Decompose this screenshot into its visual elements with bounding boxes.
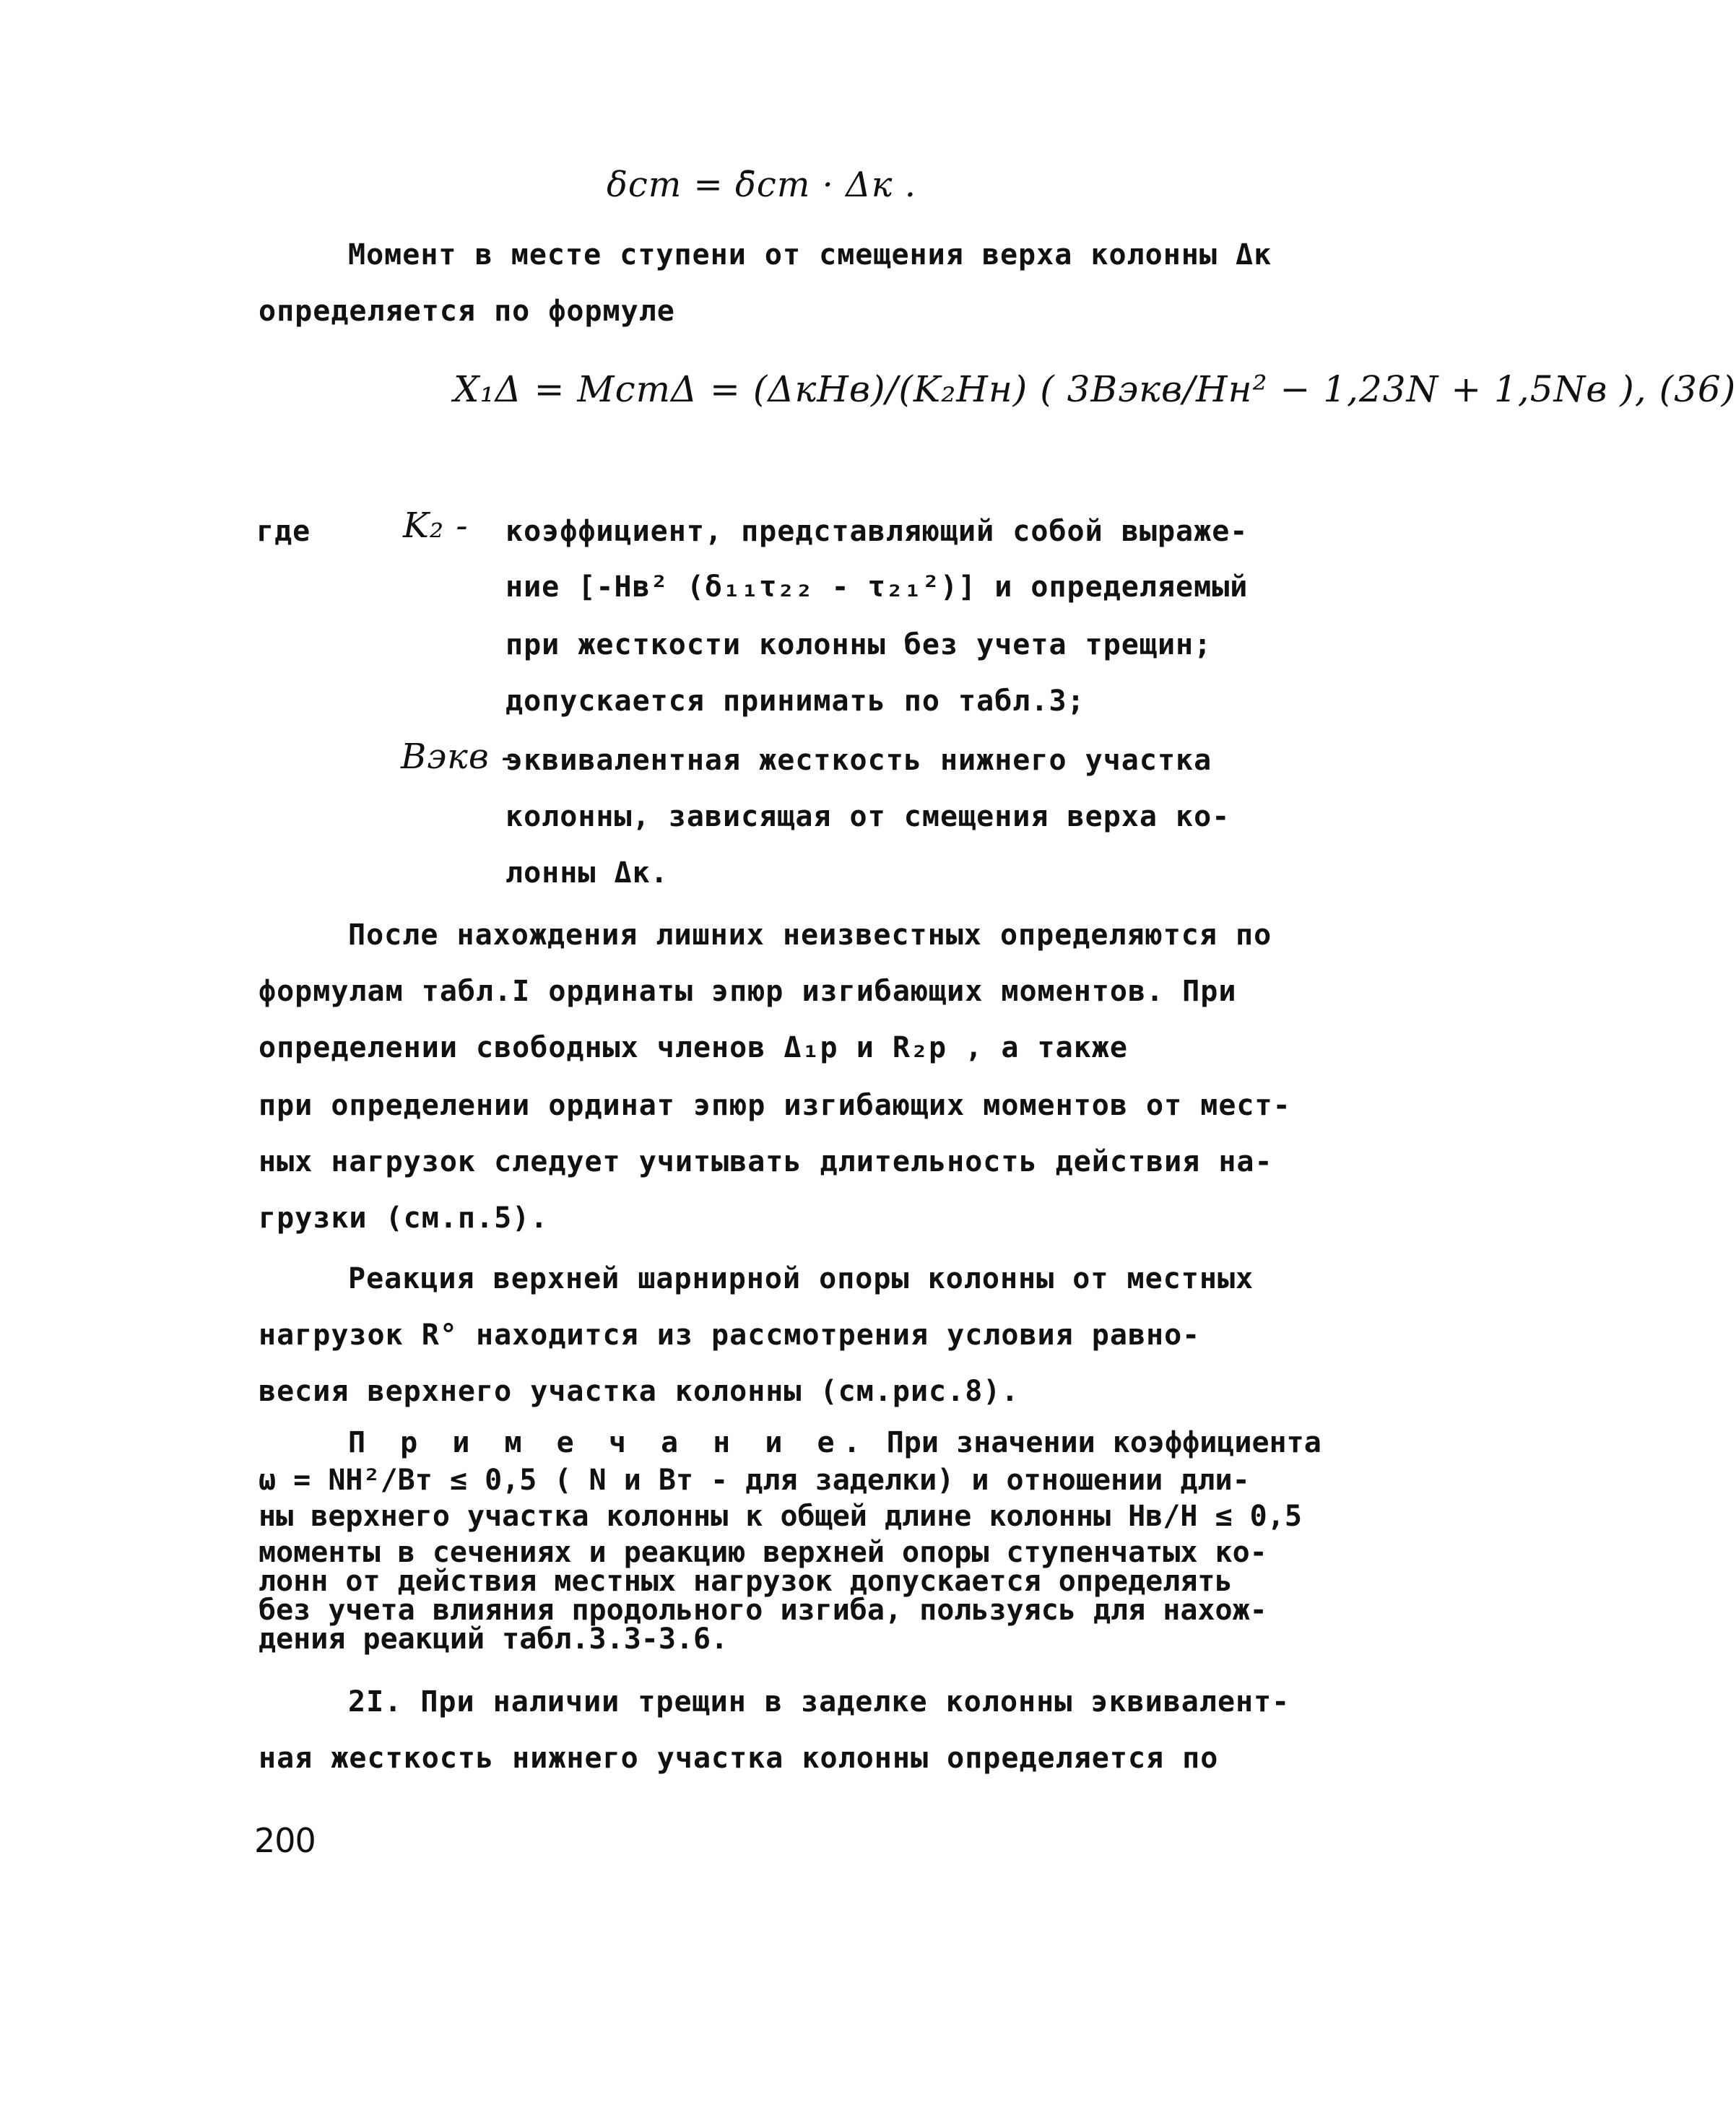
note-line7: дения реакций табл.3.3-3.6.	[259, 1622, 729, 1656]
note-line3: ны верхнего участка колонны к общей длине колонны Hв/H ≤ 0,5	[259, 1500, 1302, 1533]
formula-36-number: (36)	[1659, 368, 1736, 410]
para2-line2: формулам табл.I ординаты эпюр изгибающих моментов. При	[259, 975, 1237, 1008]
k2-def-line2: ние [-Hв² (δ₁₁τ₂₂ - τ₂₁²)] и определяемый	[505, 570, 1249, 604]
formula-top: δст = δ̄ст · Δк .	[607, 165, 916, 205]
bekv-symbol: Bэкв -	[401, 737, 514, 777]
note-line2: ω = NH²/Bт ≤ 0,5 ( N и Bт - для заделки) и отношении дли-	[259, 1464, 1250, 1497]
bekv-def-line3: лонны Δк.	[505, 856, 669, 890]
para1-line2: определяется по формуле	[259, 295, 675, 328]
note-line6: без учета влияния продольного изгиба, пользуясь для нахож-	[259, 1594, 1267, 1627]
k2-def-line4: допускается принимать по табл.3;	[505, 685, 1085, 718]
formula-36	[453, 368, 1736, 410]
bekv-def-line1: эквивалентная жесткость нижнего участка	[505, 744, 1212, 777]
formula-36-expression: X₁Δ = MстΔ = (ΔкHв)/(K₂Hн) ( 3Bэкв/Hн² − 1,23N + 1,5Nв ),	[453, 368, 1647, 410]
para2-line6: грузки (см.п.5).	[259, 1202, 549, 1235]
where-label: где	[256, 515, 311, 548]
bekv-def-line2: колонны, зависящая от смещения верха ко-	[505, 800, 1231, 833]
para2-line4: при определении ординат эпюр изгибающих моментов от мест-	[259, 1089, 1291, 1122]
note-line1	[348, 1428, 1321, 1457]
para3-line3: весия верхнего участка колонны (см.рис.8).	[259, 1375, 1020, 1408]
para2-line1: После нахождения лишних неизвестных определяются по	[348, 918, 1272, 952]
note-line1-rest: При значении коэффициента	[869, 1426, 1321, 1459]
k2-def-line1: коэффициент, представляющий собой выраже-	[505, 515, 1249, 548]
para3-line2: нагрузок R° находится из рассмотрения условия равно-	[259, 1318, 1201, 1352]
k2-symbol: K₂ -	[403, 505, 469, 546]
note-line5: лонн от действия местных нагрузок допускается определять	[259, 1565, 1233, 1598]
note-line4: моменты в сечениях и реакцию верхней опоры ступенчатых ко-	[259, 1536, 1267, 1569]
para4-line2: ная жесткость нижнего участка колонны определяется по	[259, 1742, 1219, 1775]
para2-line5: ных нагрузок следует учитывать длительность действия на-	[259, 1145, 1273, 1178]
para2-line3: определении свободных членов Δ₁р и R₂р , а также	[259, 1031, 1128, 1064]
para4-line1: 2I. При наличии трещин в заделке колонны эквивалент-	[348, 1685, 1290, 1719]
k2-def-line3: при жесткости колонны без учета трещин;	[505, 628, 1212, 661]
note-title: П р и м е ч а н и е.	[348, 1426, 869, 1459]
page-number: 200	[254, 1821, 316, 1860]
para3-line1: Реакция верхней шарнирной опоры колонны от местных	[348, 1262, 1254, 1295]
para1-line1: Момент в месте ступени от смещения верха колонны Δк	[348, 238, 1272, 271]
